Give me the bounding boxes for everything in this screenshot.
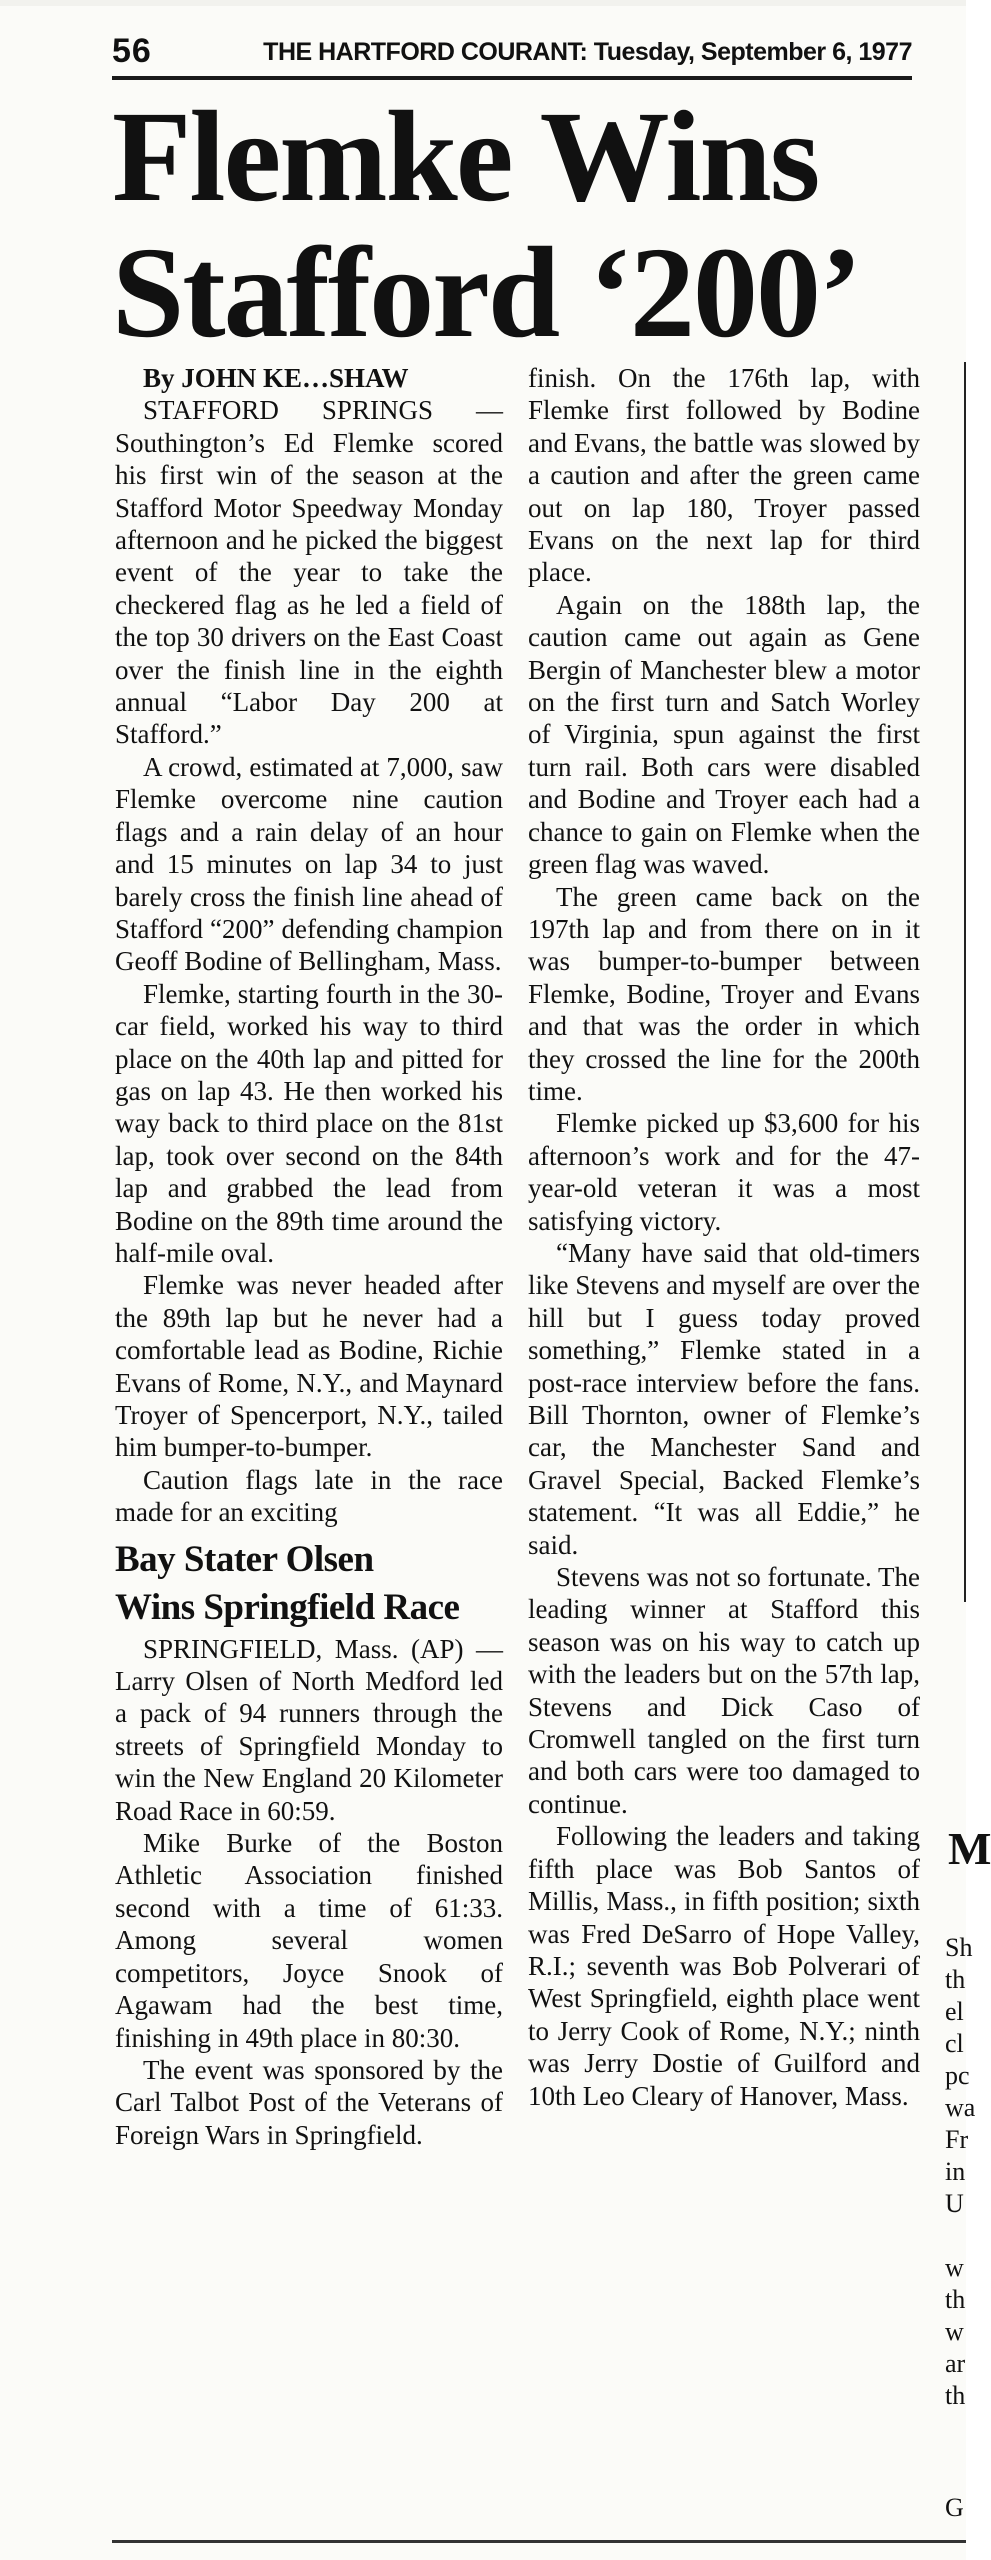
adjacent-fragment: in: [945, 2157, 966, 2186]
page-number: 56: [112, 32, 152, 70]
adjacent-fragment: pc: [945, 2061, 970, 2090]
article-paragraph: Following the leaders and taking fifth place was Bob Santos of Millis, Mass., in fifth position; sixth was Fred DeSarro of Hope Valley, R.I.; seventh was Bob Polverari of West Springfield, eighth place went to Jerry Cook of Rome, N.Y.; ninth was Jerry Dostie of Guilford and 10th Leo Cleary of Hanover, Mass.: [528, 1821, 920, 2111]
adjacent-fragment: U: [945, 2189, 964, 2218]
brief-headline-line-2: Wins Springfield Race: [115, 1586, 460, 1628]
article-column-1: [115, 362, 503, 2151]
adjacent-fragment: el: [945, 1997, 964, 2026]
byline: By JOHN KE…SHAW: [143, 363, 409, 393]
headline-line-2: Stafford ‘200’: [112, 221, 861, 365]
folio-bar: [112, 30, 912, 80]
article-paragraph: Caution flags late in the race made for an exciting: [115, 1464, 503, 1528]
brief-paragraph: The event was sponsored by the Carl Talbot Post of the Veterans of Foreign Wars in Springfield.: [115, 2054, 503, 2150]
adjacent-fragment: wa: [945, 2093, 976, 2122]
article-paragraph: A crowd, estimated at 7,000, saw Flemke overcome nine caution flags and a rain delay of an hour and 15 minutes on lap 34 to just barely cross the finish line ahead of Stafford “200” defending champion Geoff Bodine of Bellingham, Mass.: [115, 751, 503, 977]
adjacent-fragment: th: [945, 2285, 966, 2314]
article-paragraph: Again on the 188th lap, the caution came out again as Gene Bergin of Manchester blew a motor on the first turn and Satch Worley of Virginia, spun against the first turn rail. Both cars were disabled and Bodine and Troyer each had a chance to gain on Flemke when the green flag was waved.: [528, 589, 920, 880]
column-rule: [964, 362, 966, 1602]
adjacent-fragment: w: [945, 2317, 964, 2346]
article-paragraph: Flemke was never headed after the 89th lap but he never had a comfortable lead as Bodine, Richie Evans of Rome, N.Y., and Maynard Troyer of Spencerport, N.Y., tailed him bumper-to-bumper.: [115, 1270, 503, 1463]
article-paragraph: “Many have said that old-timers like Stevens and myself are over the hill but I guess today proved something,” Flemke stated in a post-race interview before the fans. Bill Thornton, owner of Flemke’s car, the Manchester Sand and Gravel Special, Backed Flemke’s statement. “It was all Eddie,” he said.: [528, 1237, 920, 1560]
article-paragraph: Flemke picked up $3,600 for his afternoon’s work and for the 47-year-old veteran it was a most satisfying victory.: [528, 1108, 920, 1236]
article-paragraph: Flemke, starting fourth in the 30-car field, worked his way to third place on the 40th lap and pitted for gas on lap 43. He then worked his way back to third place on the 81st lap, took over second on the 84th lap and grabbed the lead from Bodine on the 89th time around the half-mile oval.: [115, 978, 503, 1268]
adjacent-fragment: th: [945, 1965, 966, 1994]
article-paragraph: finish. On the 176th lap, with Flemke first followed by Bodine and Evans, the battle was slowed by a caution and after the green came out on lap 180, Troyer passed Evans on the next lap for third place.: [528, 363, 920, 588]
adjacent-fragment: Sh: [945, 1933, 973, 1962]
article-paragraph: STAFFORD SPRINGS — Southington’s Ed Flemke scored his first win of the season at the Stafford Motor Speedway Monday afternoon and he picked the biggest event of the year to take the checkered flag as he led a field of the top 30 drivers on the East Coast over the finish line in the eighth annual “Labor Day 200 at Stafford.”: [115, 395, 503, 750]
article-paragraph: The green came back on the 197th lap and from there on in it was bumper-to-bumper between Flemke, Bodine, Troyer and Evans and that was the order in which they crossed the line for the 200th time.: [528, 881, 920, 1106]
bottom-rule: [112, 2540, 966, 2543]
adjacent-fragment: w: [945, 2253, 964, 2282]
adjacent-fragment: ar: [945, 2349, 966, 2378]
adjacent-fragment: Fr: [945, 2125, 969, 2154]
brief-headline-line-1: Bay Stater Olsen: [115, 1538, 374, 1580]
adjacent-column-fragment: [942, 362, 991, 2560]
article-column-2: [528, 362, 920, 2112]
headline-line-1: Flemke Wins: [112, 85, 819, 229]
adjacent-fragment: G: [945, 2493, 964, 2522]
brief-paragraph: SPRINGFIELD, Mass. (AP) — Larry Olsen of North Medford led a pack of 94 runners through the streets of Springfield Monday to win the New England 20 Kilometer Road Race in 60:59.: [115, 1633, 503, 1826]
article-paragraph: Stevens was not so fortunate. The leading winner at Stafford this season was on his way to catch up with the leaders but on the 57th lap, Stevens and Dick Caso of Cromwell tangled on the first turn and both cars were too damaged to continue.: [528, 1562, 920, 1819]
brief-paragraph: Mike Burke of the Boston Athletic Association finished second with a time of 61:33. Among several women competitors, Joyce Snook of Agawam had the best time, finishing in 49th place in 80:30.: [115, 1828, 503, 2053]
adjacent-fragment: cl: [945, 2029, 964, 2058]
top-border: [0, 0, 966, 6]
dateline: THE HARTFORD COURANT: Tuesday, September 6, 1977: [263, 38, 912, 66]
adjacent-fragment: th: [945, 2381, 966, 2410]
adjacent-initial: M: [948, 1823, 991, 1874]
